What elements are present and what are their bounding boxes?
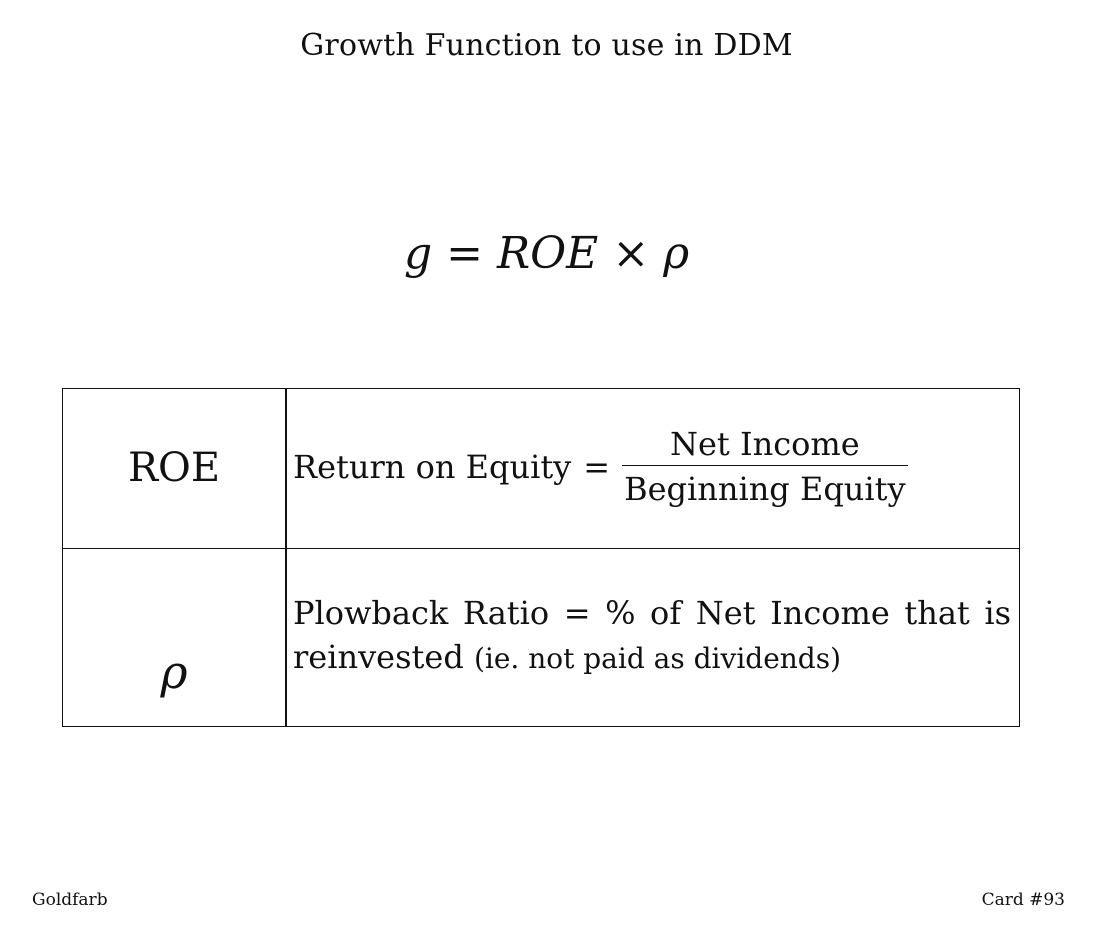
footer-author: Goldfarb	[32, 890, 108, 910]
rho-definition-note: (ie. not paid as dividends)	[473, 642, 842, 675]
term-roe: ROE	[127, 445, 221, 491]
formula-equals: =	[446, 228, 483, 279]
definitions-table	[62, 388, 1020, 727]
formula-term-roe: ROE	[496, 228, 599, 279]
definition-roe	[293, 425, 1011, 508]
roe-label: Return on Equity	[293, 447, 572, 486]
growth-formula	[0, 228, 1093, 279]
term-rho: ρ	[160, 645, 188, 699]
card-title: Growth Function to use in DDM	[300, 28, 793, 63]
column-divider	[285, 389, 287, 548]
formula-lhs: g	[403, 228, 433, 279]
formula-term-rho: ρ	[663, 228, 690, 279]
fraction-denominator: Beginning Equity	[624, 470, 906, 508]
footer-card-number: Card #93	[981, 890, 1065, 910]
column-divider	[285, 549, 287, 726]
fraction-numerator: Net Income	[622, 425, 908, 466]
formula-times: ×	[612, 228, 650, 279]
definition-row-roe	[63, 389, 1019, 549]
roe-equals: =	[583, 447, 611, 486]
definition-rho	[293, 591, 1011, 681]
roe-fraction	[622, 425, 908, 508]
definition-row-rho	[63, 549, 1019, 726]
rho-definition-text: Plowback Ratio = % of Net Income that is reinvested	[293, 594, 1011, 676]
